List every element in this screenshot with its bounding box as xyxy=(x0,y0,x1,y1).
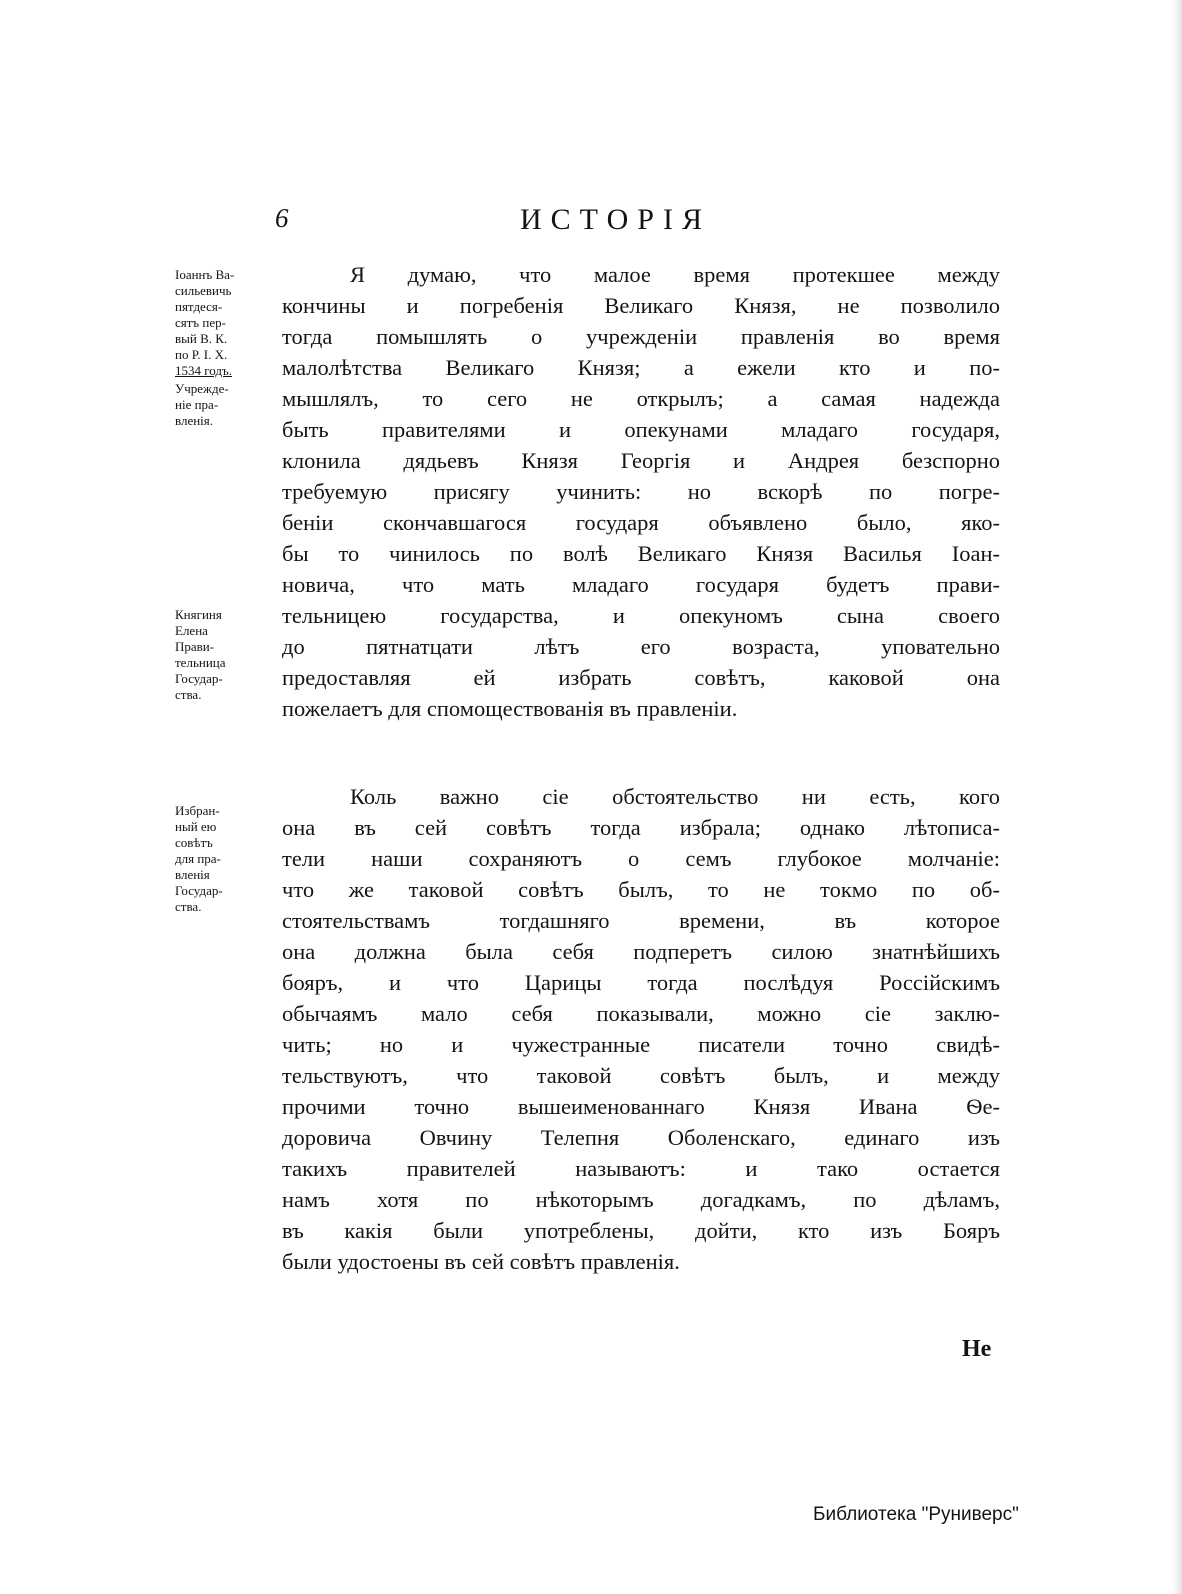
sidenote-line: сильевичь xyxy=(175,283,232,298)
sidenote-line: пятдеся- xyxy=(175,299,223,314)
body-text-line: тогда помышлять о учрежденіи правленія во время xyxy=(282,324,1000,349)
body-text-line: тельствуютъ, что таковой совѣтъ былъ, и между xyxy=(282,1063,1000,1088)
body-text-line: прочими точно вышеименованнаго Князя Ивана Ѳе- xyxy=(282,1094,1000,1119)
sidenote-line: Государ- xyxy=(175,671,223,686)
sidenote-line: совѣтъ xyxy=(175,835,213,850)
body-text-line: такихъ правителей называютъ: и тако остается xyxy=(282,1156,1000,1181)
sidenote-line: ства. xyxy=(175,687,202,702)
body-text-line: доровича Овчину Телепня Оболенскаго, единаго изъ xyxy=(282,1125,1000,1150)
body-text-line: чить; но и чужестранные писатели точно свидѣ- xyxy=(282,1032,1000,1057)
body-text-line: она въ сей совѣтъ тогда избрала; однако лѣтописа- xyxy=(282,815,1000,840)
sidenote-line: сятъ пер- xyxy=(175,315,226,330)
sidenote-line: Избран- xyxy=(175,803,220,818)
sidenote-line: Прави- xyxy=(175,639,215,654)
catchword: Не xyxy=(962,1336,992,1362)
body-text-line: обычаямъ мало себя показывали, можно сіе заклю- xyxy=(282,1001,1000,1026)
body-text-line: кончины и погребенія Великаго Князя, не позволило xyxy=(282,293,1000,318)
sidenote-line: ный ею xyxy=(175,819,217,834)
library-credit: Библиотека "Руниверс" xyxy=(813,1504,1019,1525)
body-text-line: въ какія были употреблены, дойти, кто изъ Бояръ xyxy=(282,1218,1000,1243)
sidenote-line: вый В. К. xyxy=(175,331,228,346)
body-text-line: тельницею государства, и опекуномъ сына своего xyxy=(282,603,1000,628)
sidenote-line: по Р. І. Х. xyxy=(175,347,228,362)
sidenote-line: Елена xyxy=(175,623,208,638)
body-text-line: бы то чинилось по волѣ Великаго Князя Василья Іоан- xyxy=(282,541,1000,566)
body-text-line: до пятнатцати лѣтъ его возраста, уповательно xyxy=(282,634,1000,659)
body-text-line: были удостоены въ сей совѣтъ правленія. xyxy=(282,1249,680,1274)
body-text-line: бояръ, и что Царицы тогда послѣдуя Россійскимъ xyxy=(282,970,1000,995)
body-text-line: Коль важно сіе обстоятельство ни есть, кого xyxy=(350,784,1000,809)
running-head: ИСТОРІЯ xyxy=(520,203,711,236)
sidenote-line: Іоаннъ Ва- xyxy=(175,267,235,282)
body-text-line: клонила дядьевъ Князя Георгія и Андрея безспорно xyxy=(282,448,1000,473)
sidenote-line: Княгиня xyxy=(175,607,222,622)
body-text-line: тели наши сохраняютъ о семъ глубокое молчаніе: xyxy=(282,846,1000,871)
body-text-line: что же таковой совѣтъ былъ, то не токмо по об- xyxy=(282,877,1000,902)
body-text-line: стоятельствамъ тогдашняго времени, въ которое xyxy=(282,908,1000,933)
sidenote-line: Государ- xyxy=(175,883,223,898)
body-text-line: мышлялъ, то сего не открылъ; а самая надежда xyxy=(282,386,1000,411)
body-text-line: Я думаю, что малое время протекшее между xyxy=(350,262,1000,287)
body-text-line: малолѣтства Великаго Князя; а ежели кто и по- xyxy=(282,355,1000,380)
body-text-line: намъ хотя по нѣкоторымъ догадкамъ, по дѣламъ, xyxy=(282,1187,1000,1212)
sidenote-line: тельница xyxy=(175,655,226,670)
sidenote-line: 1534 годъ. xyxy=(175,363,232,378)
body-text-line: она должна была себя подперетъ силою знатнѣйшихъ xyxy=(282,939,1000,964)
page-number: 6 xyxy=(275,203,289,233)
body-text-line: требуемую присягу учинить: но вскорѣ по погре- xyxy=(282,479,1000,504)
page-edge-shadow xyxy=(1172,0,1182,1594)
body-text-line: новича, что мать младаго государя будетъ прави- xyxy=(282,572,1000,597)
sidenote-line: для пра- xyxy=(175,851,221,866)
sidenote-line: вленія. xyxy=(175,413,214,428)
body-text-line: пожелаетъ для спомоществованія въ правленіи. xyxy=(282,696,738,721)
sidenote-line: ства. xyxy=(175,899,202,914)
sidenote-line: ніе пра- xyxy=(175,397,219,412)
sidenote-line: вленія xyxy=(175,867,210,882)
body-text-line: предоставляя ей избрать совѣтъ, каковой она xyxy=(282,665,1000,690)
body-text-line: беніи скончавшагося государя объявлено было, яко- xyxy=(282,510,1000,535)
body-text-line: быть правителями и опекунами младаго государя, xyxy=(282,417,1000,442)
sidenote-line: Учрежде- xyxy=(175,381,229,396)
